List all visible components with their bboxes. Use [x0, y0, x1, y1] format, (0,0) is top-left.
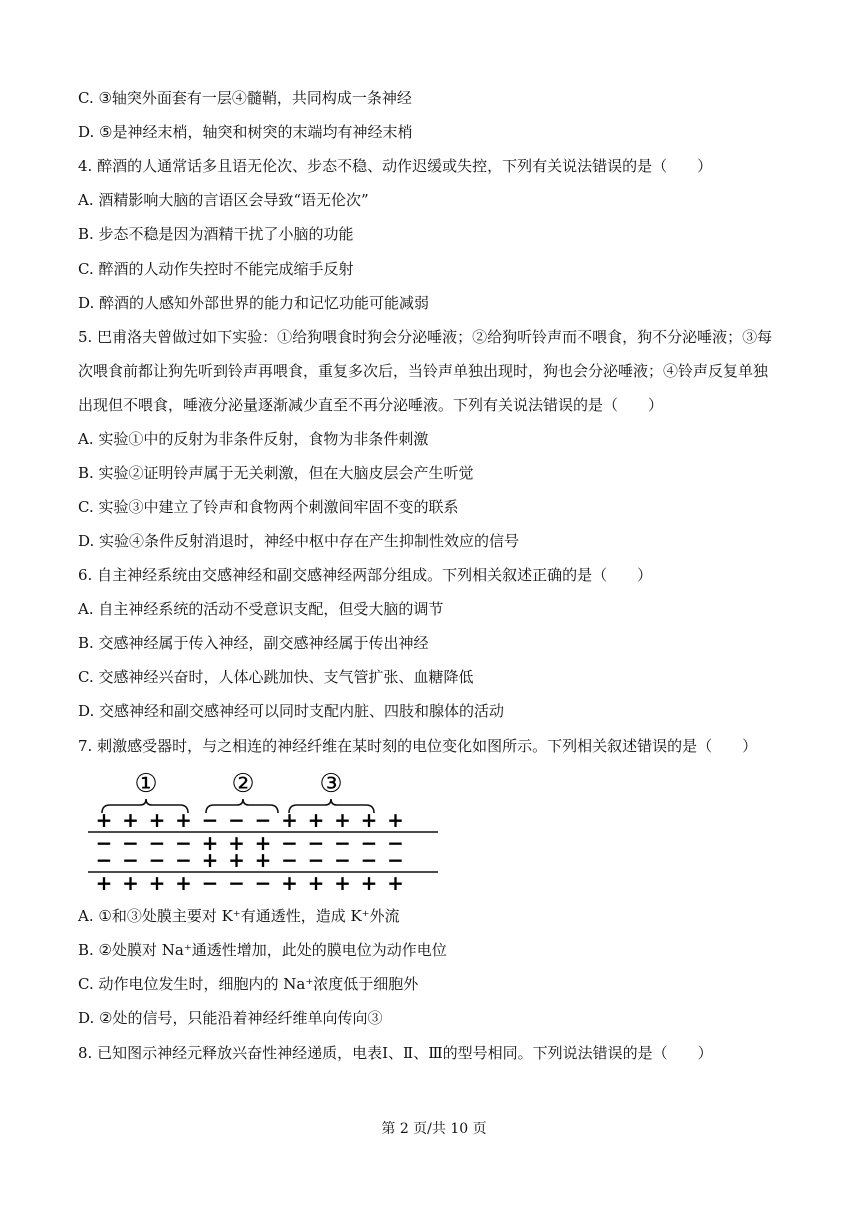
charge-sign: + [228, 831, 245, 855]
charge-sign: − [175, 848, 192, 872]
charge-sign: − [334, 848, 351, 872]
charge-sign: − [122, 848, 139, 872]
text-line: 次喂食前都让狗先听到铃声再喂食，重复多次后，当铃声单独出现时，狗也会分泌唾液；④铃声反复单独 [78, 362, 769, 380]
text-line: D. ②处的信号，只能沿着神经纤维单向传向③ [78, 1009, 383, 1027]
charge-sign: + [122, 808, 139, 832]
charge-sign: − [122, 831, 139, 855]
charge-sign: − [334, 831, 351, 855]
charge-sign: − [307, 831, 325, 855]
charge-sign: + [307, 808, 325, 832]
charge-sign: + [254, 848, 272, 872]
charge-sign: − [148, 848, 166, 872]
charge-sign: − [254, 808, 272, 832]
charge-sign: − [228, 808, 245, 832]
charge-sign: − [175, 831, 192, 855]
text-line: C. ③轴突外面套有一层④髓鞘，共同构成一条神经 [78, 89, 412, 107]
charge-sign: − [387, 848, 404, 872]
charge-sign: − [360, 831, 378, 855]
text-line: B. 步态不稳是因为酒精干扰了小脑的功能 [78, 225, 354, 243]
text-line: B. 交感神经属于传入神经，副交感神经属于传出神经 [78, 634, 429, 652]
charge-sign: − [95, 831, 113, 855]
page-footer: 第 2 页/共 10 页 [381, 1121, 487, 1137]
charge-sign: + [95, 808, 113, 832]
text-line: B. ②处膜对 Na⁺通透性增加，此处的膜电位为动作电位 [78, 941, 447, 959]
text-line: C. 交感神经兴奋时，人体心跳加快、支气管扩张、血糖降低 [78, 668, 474, 686]
charge-sign: − [360, 848, 378, 872]
charge-sign: + [254, 831, 272, 855]
charge-sign: + [281, 871, 298, 895]
charge-sign: + [228, 848, 245, 872]
text-line: C. 实验③中建立了铃声和食物两个刺激间牢固不变的联系 [78, 498, 459, 516]
charge-sign: + [122, 871, 139, 895]
charge-sign: − [307, 848, 325, 872]
charge-sign: + [95, 871, 113, 895]
charge-sign: − [201, 808, 219, 832]
text-line: C. 动作电位发生时，细胞内的 Na⁺浓度低于细胞外 [78, 975, 419, 993]
region-label-2: ② [231, 769, 255, 799]
charge-sign: + [360, 808, 378, 832]
region-label-3: ③ [319, 769, 343, 799]
charge-sign: − [201, 871, 219, 895]
charge-sign: − [387, 831, 404, 855]
charge-sign: + [387, 808, 404, 832]
text-line: A. 实验①中的反射为非条件反射，食物为非条件刺激 [78, 430, 429, 448]
text-line: 6. 自主神经系统由交感神经和副交感神经两部分组成。下列相关叙述正确的是（ ） [78, 566, 653, 584]
text-line: D. 醉酒的人感知外部世界的能力和记忆功能可能减弱 [78, 294, 430, 312]
membrane-potential-figure [88, 768, 448, 898]
text-line: 7. 刺激感受器时，与之相连的神经纤维在某时刻的电位变化如图所示。下列相关叙述错误的是（ ） [78, 737, 758, 755]
text-line: 5. 巴甫洛夫曾做过如下实验：①给狗喂食时狗会分泌唾液；②给狗听铃声而不喂食，狗不分泌唾液；③每 [78, 328, 773, 346]
charge-sign: + [148, 871, 166, 895]
text-line: A. 酒精影响大脑的言语区会导致“语无伦次” [78, 191, 369, 209]
charge-sign: + [334, 808, 351, 832]
charge-sign: + [175, 871, 192, 895]
charge-sign: + [148, 808, 166, 832]
text-line: D. 交感神经和副交感神经可以同时支配内脏、四肢和腺体的活动 [78, 702, 505, 720]
charge-sign: + [281, 808, 298, 832]
charge-sign: + [334, 871, 351, 895]
text-line: A. 自主神经系统的活动不受意识支配，但受大脑的调节 [78, 600, 444, 618]
text-line: D. ⑤是神经末梢，轴突和树突的末端均有神经末梢 [78, 123, 413, 141]
charge-sign: + [201, 848, 219, 872]
charge-sign: − [281, 831, 298, 855]
text-line: B. 实验②证明铃声属于无关刺激，但在大脑皮层会产生听觉 [78, 464, 474, 482]
charge-sign: − [95, 848, 113, 872]
text-line: C. 醉酒的人动作失控时不能完成缩手反射 [78, 260, 354, 278]
charge-sign: − [148, 831, 166, 855]
charge-sign: + [387, 871, 404, 895]
text-line: A. ①和③处膜主要对 K⁺有通透性，造成 K⁺外流 [78, 907, 400, 925]
text-line: 4. 醉酒的人通常话多且语无伦次、步态不稳、动作迟缓或失控，下列有关说法错误的是（ ） [78, 157, 713, 175]
text-line: 8. 已知图示神经元释放兴奋性神经递质，电表Ⅰ、Ⅱ、Ⅲ的型号相同。下列说法错误的是（ ） [78, 1044, 713, 1062]
region-label-1: ① [134, 769, 158, 799]
charge-sign: + [307, 871, 325, 895]
charge-sign: − [281, 848, 298, 872]
charge-sign: − [254, 871, 272, 895]
charge-sign: + [360, 871, 378, 895]
charge-sign: − [228, 871, 245, 895]
text-line: D. 实验④条件反射消退时，神经中枢中存在产生抑制性效应的信号 [78, 532, 520, 550]
text-line: 出现但不喂食，唾液分泌量逐渐减少直至不再分泌唾液。下列有关说法错误的是（ ） [78, 396, 664, 414]
charge-sign: + [201, 831, 219, 855]
charge-sign: + [175, 808, 192, 832]
